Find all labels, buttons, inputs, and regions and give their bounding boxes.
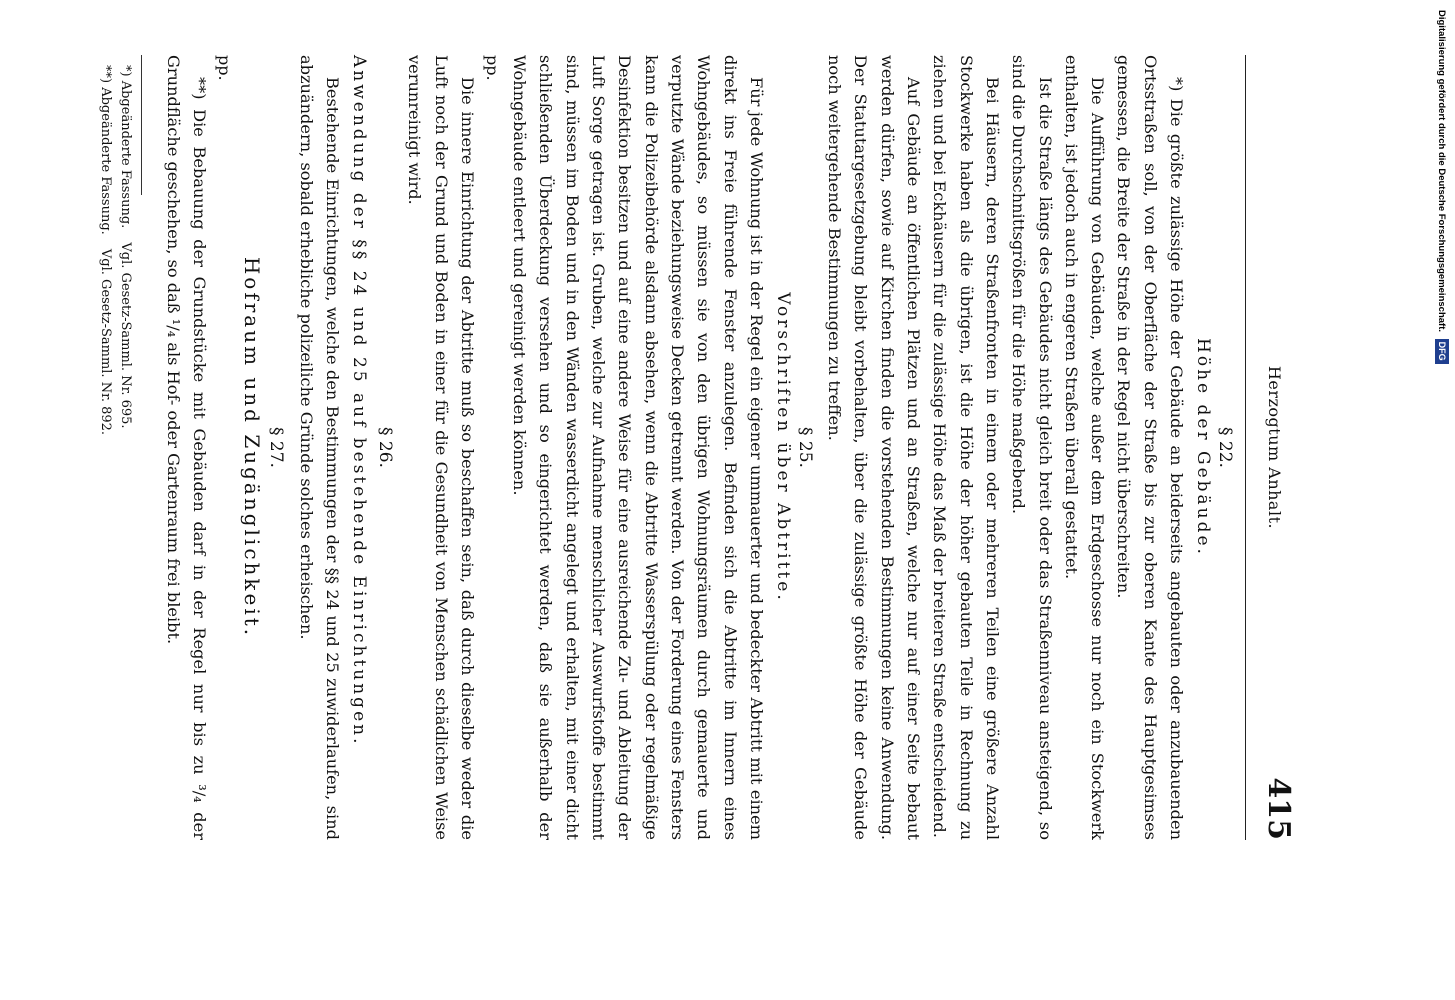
footnote (95, 55, 115, 840)
paragraph: Die innere Einrichtung der Abtritte muß so beschaffen sein, daß durch dieselbe weder die Luft noch der Grund und Boden in einer für die Gesundheit von Menschen schädlichen Weise verunreinigt wird. (405, 55, 477, 840)
paragraph: Bei Häusern, deren Straßenfronten in einem oder mehreren Teilen eine größere Anzahl Stockwerke haben als die übrigen, ist die Höhe der höher gebauten Teile in Rechnung zu ziehen und bei Eckhäusern für die zulässige Höhe das Maß der breiteren Straße entscheidend. (930, 55, 1002, 840)
dfg-logo: DFG (1435, 339, 1449, 364)
footnote-mark: *) (117, 65, 133, 77)
footnote-rule (141, 55, 142, 195)
paragraph: Die Aufführung von Gebäuden, welche außer dem Erdgeschosse nur noch ein Stockwerk enthalten, ist jedoch auch in engeren Straßen überall gestattet. (1061, 55, 1108, 840)
section-25 (401, 55, 815, 840)
footnote (115, 55, 135, 840)
footnote-reference: Vgl. Gesetz-Samml. Nr. 892. (97, 248, 113, 436)
header-rule (1245, 55, 1246, 840)
section-27 (160, 55, 287, 840)
footnote-text: Abgeänderte Fassung. (97, 87, 113, 235)
section-number: § 26. (374, 427, 395, 468)
running-head (1250, 55, 1296, 840)
omission-mark: pp. (482, 55, 502, 81)
section-22 (821, 55, 1235, 840)
footnote-text: Abgeänderte Fassung. (117, 80, 133, 229)
section-number: § 25. (794, 427, 815, 468)
page-number: 415 (1261, 777, 1296, 840)
section-26 (292, 55, 395, 840)
section-title: Anwendung der §§ 24 und 25 auf bestehende Einrichtungen. (348, 55, 369, 747)
footnote-mark: **) (97, 65, 113, 84)
rotated-page (70, 0, 1360, 860)
footnote-reference: Vgl. Gesetz-Samml. Nr. 695. (117, 242, 133, 429)
paragraph: Auf Gebäude an öffentlichen Plätzen und an Straßen, welche nur auf einer Seite bebaut werden dürfen, sowie auf Kirchen finden die vorstehenden Bestimmungen keine Anwendung. Der Statutargesetzgebung bleibt vorbehalten, über die zulässige größte Höhe der Gebäude noch weitergehende Bestimmungen zu treffen. (825, 55, 924, 840)
paragraph: Bestehende Einrichtungen, welche den Bestimmungen der §§ 24 und 25 zuwiderlaufen, sind abzuändern, sobald erhebliche polizeiliche Gründe solches erheischen. (296, 55, 342, 840)
section-title: Vorschriften über Abtritte. (772, 292, 793, 603)
paragraph: Für jede Wohnung ist in der Regel ein eigener ummauerter und bedeckter Abtritt mit einem direkt ins Freie führende Fenster anzulegen. Befinden sich die Abtritte im Innern eines Wohngebäudes, so müssen sie von den übrigen Wohnungsräumen durch gemauerte und verputzte Wände beziehungsweise Decken getrennt werden. Von der Forderung eines Fensters kann die Polizeibehörde alsdann absehen, wenn die Abtritte Wasserspülung oder regelmäßige Desinfektion besitzen und auf eine andere Weise für eine ausreichende Zu- und Ableitung der Luft Sorge getragen ist. Gruben, welche zur Aufnahme menschlicher Auswurfstoffe bestimmt sind, müssen im Boden und in den Wänden wasserdicht angelegt und erhalten, mit einer dicht schließenden Überdeckung versehen und so eingerichtet werden, daß sie außerhalb der Wohngebäude entleert und gereinigt werden können. (510, 55, 766, 840)
paragraph: Ist die Straße längs des Gebäudes nicht gleich breit oder das Straßenniveau ansteigend, so sind die Durchschnittsgrößen für die Höhe maßgebend. (1009, 55, 1055, 840)
section-title: Hofraum und Zugänglichkeit. (240, 256, 265, 639)
credit-text: Digitalisierung gefördert durch die Deutsche Forschungsgemeinschaft. (1436, 10, 1447, 332)
paragraph: *) Die größte zulässige Höhe der Gebäude an beiderseits angebauten oder anzubauenden Ortsstraßen soll, von der Oberfläche der Straße bis zur oberen Kante des Hauptgesimses gemessen, die Breite der Straße in der Regel nicht überschreiten. (1114, 55, 1186, 840)
section-title: Höhe der Gebäude. (1193, 338, 1213, 557)
omission-mark: pp. (215, 55, 235, 81)
section-number: § 27. (266, 427, 287, 468)
running-head-title: Herzogtum Anhalt. (1265, 365, 1284, 530)
paragraph: **) Die Bebauung der Grundstücke mit Gebäuden darf in der Regel nur bis zu ³/₄ der Grundfläche geschehen, so daß ¹/₄ als Hof- oder Gartenraum frei bleibt. (164, 55, 210, 840)
digitization-credit (1435, 10, 1449, 480)
section-number: § 22. (1215, 427, 1235, 468)
